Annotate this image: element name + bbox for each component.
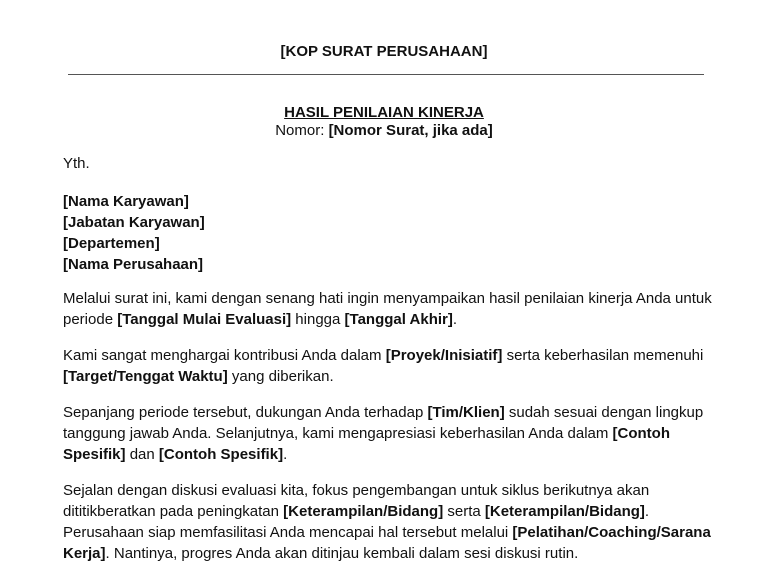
- recipient-department: [Departemen]: [63, 235, 160, 252]
- recipient-company: [Nama Perusahaan]: [63, 256, 204, 273]
- paragraph-development: [63, 480, 713, 564]
- paragraph-text: .: [283, 446, 288, 463]
- paragraph-text: . Nantinya, progres Anda akan ditinjau kembali dalam sesi diskusi rutin.: [105, 545, 579, 562]
- paragraph-text: serta: [443, 503, 485, 520]
- paragraph-text: serta keberhasilan memenuhi: [502, 347, 704, 364]
- placeholder-example: [Contoh Spesifik]: [63, 425, 671, 463]
- placeholder-start-date: [Tanggal Mulai Evaluasi]: [117, 311, 292, 328]
- paragraph-text: yang diberikan.: [227, 368, 334, 385]
- number-value: [Nomor Surat, jika ada]: [328, 122, 493, 139]
- paragraph-text: Sejalan dengan diskusi evaluasi kita, fokus pengembangan untuk siklus berikutnya akan dititikberatkan pada peningkatan: [63, 482, 650, 520]
- placeholder-skill: [Keterampilan/Bidang]: [484, 503, 645, 520]
- paragraph-text: sudah sesuai dengan lingkup tanggung jawab Anda. Selanjutnya, kami mengapresiasi keberhasilan Anda dalam: [63, 404, 704, 442]
- recipient-position: [Jabatan Karyawan]: [63, 214, 205, 231]
- paragraph-text: Melalui surat ini, kami dengan senang hati ingin menyampaikan hasil penilaian kinerja Anda untuk periode: [63, 290, 712, 328]
- letterhead: [KOP SURAT PERUSAHAAN]: [280, 43, 488, 60]
- recipient-name: [Nama Karyawan]: [63, 193, 189, 210]
- placeholder-project: [Proyek/Inisiatif]: [385, 347, 503, 364]
- paragraph-text: hingga: [291, 311, 345, 328]
- placeholder-training: [Pelatihan/Coaching/Sarana Kerja]: [63, 524, 711, 562]
- paragraph-text: Sepanjang periode tersebut, dukungan Anda terhadap: [63, 404, 428, 421]
- placeholder-skill: [Keterampilan/Bidang]: [283, 503, 444, 520]
- placeholder-example: [Contoh Spesifik]: [158, 446, 284, 463]
- paragraph-text: . Perusahaan siap memfasilitasi Anda mencapai hal tersebut melalui: [63, 503, 650, 541]
- paragraph-contribution: [63, 345, 713, 387]
- paragraph-support: [63, 402, 713, 465]
- paragraph-text: Kami sangat menghargai kontribusi Anda dalam: [63, 347, 386, 364]
- recipient-block: [63, 191, 713, 275]
- document-number: [0, 121, 768, 141]
- placeholder-end-date: [Tanggal Akhir]: [344, 311, 453, 328]
- placeholder-target: [Target/Tenggat Waktu]: [63, 368, 228, 385]
- document-title: HASIL PENILAIAN KINERJA: [284, 104, 484, 121]
- paragraph-intro: [63, 288, 713, 330]
- number-label: Nomor:: [275, 122, 329, 139]
- letterhead-divider: [68, 74, 704, 75]
- paragraph-text: .: [452, 311, 458, 328]
- paragraph-text: dan: [125, 446, 159, 463]
- placeholder-team: [Tim/Klien]: [427, 404, 505, 421]
- salutation: Yth.: [63, 155, 90, 172]
